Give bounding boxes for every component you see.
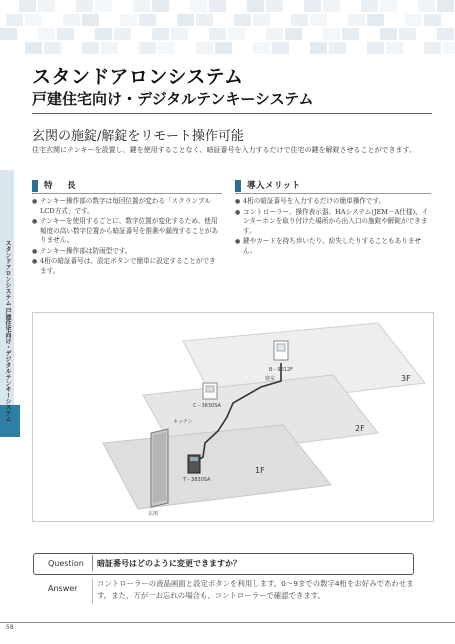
list-item: ● 鍵やカードを持ち歩いたり、紛失したりすることもありません。 [235, 237, 431, 256]
catchphrase: 玄関の施錠/解錠をリモート操作可能 [32, 129, 244, 144]
header-tile [38, 0, 55, 12]
answer-label: Answer [48, 584, 78, 593]
header-tile [209, 0, 226, 12]
keypad-screen-icon [190, 457, 198, 461]
header-tile [291, 14, 308, 26]
header-tile [323, 28, 340, 40]
header-tile [253, 42, 270, 54]
header-tile [152, 0, 169, 12]
merits-heading-label: 導入メリット [247, 181, 301, 191]
header-tile [266, 0, 283, 12]
header-tile [95, 28, 112, 40]
header-tile [342, 28, 359, 40]
header-tile [19, 0, 36, 12]
side-section-label: スタンドアロンシステム 戸建住宅向け・デジタルテンキーシステム [4, 240, 11, 423]
header-tile [196, 42, 213, 54]
features-heading-label: 特 長 [44, 181, 79, 191]
header-tile [443, 42, 455, 54]
header-tile [399, 28, 416, 40]
question-divider [92, 555, 93, 571]
list-item: ● 4桁の暗証番号を入力するだけの簡単操作です。 [235, 197, 431, 207]
header-tile [424, 42, 441, 54]
header-tile [114, 28, 131, 40]
header-tile [25, 42, 42, 54]
header-pattern [0, 0, 455, 56]
header-tile [82, 14, 99, 26]
list-item: ● テンキー操作部の数字は毎回位置が変わる「スクランブルLCD方式」です。 [32, 197, 222, 216]
header-tile [266, 28, 283, 40]
header-tile [63, 14, 80, 26]
header-tile [437, 0, 454, 12]
system-diagram [32, 312, 434, 522]
header-tile [120, 14, 137, 26]
header-tile [348, 14, 365, 26]
header-tile [424, 14, 441, 26]
header-tile [0, 28, 17, 40]
header-tile [285, 28, 302, 40]
heading-underline [235, 193, 431, 194]
header-tile [95, 0, 112, 12]
header-tile [310, 14, 327, 26]
heading-marker [32, 180, 38, 192]
question-label: Question [48, 559, 84, 568]
location-label-bedroom: 寝室 [265, 376, 276, 382]
header-tile [25, 14, 42, 26]
location-label-kitchen: キッチン [173, 419, 193, 425]
header-tile [234, 14, 251, 26]
header-tile [323, 0, 340, 12]
header-tile [139, 42, 156, 54]
header-tile [418, 0, 435, 12]
header-tile [76, 0, 93, 12]
answer-text: コントローラーの液晶画面と設定ボタンを利用します。0～9までの数字4桁をお好みであわせます。また、万が一お忘れの場合も、コントローラーで確認できます。 [97, 579, 414, 600]
features-heading [32, 180, 222, 192]
header-tile [158, 42, 175, 54]
controller-screen-icon [206, 386, 214, 392]
header-tile [272, 42, 289, 54]
header-tile [380, 0, 397, 12]
monitor-screen-icon [277, 344, 285, 351]
header-tile [228, 28, 245, 40]
floor-label-2f: 2F [355, 424, 365, 433]
header-tile [437, 28, 454, 40]
title-divider [32, 113, 432, 114]
intro-text: 住宅玄関にテンキーを設置し、鍵を使用することなく、暗証番号を入力するだけで住宅の鍵を解錠させることができます。 [32, 146, 416, 154]
device-label-c3830sa: C－3830SA [193, 403, 221, 409]
header-tile [6, 14, 23, 26]
floor-label-1f: 1F [255, 466, 265, 475]
page-title: スタンドアロンシステム [32, 66, 244, 88]
header-tile [405, 14, 422, 26]
header-tile [386, 42, 403, 54]
header-tile [310, 42, 327, 54]
header-tile [196, 14, 213, 26]
header-tile [361, 0, 378, 12]
header-tile [152, 28, 169, 40]
header-tile [190, 0, 207, 12]
header-tile [247, 0, 264, 12]
merits-heading [235, 180, 431, 192]
header-tile [215, 42, 232, 54]
page-number: 58 [6, 624, 14, 631]
header-tile [44, 42, 61, 54]
header-tile [304, 0, 321, 12]
list-item: ● テンキー操作部は防雨型です。 [32, 247, 222, 257]
list-item: ● 4桁の暗証番号は、設定ボタンで簡単に設定することができます。 [32, 257, 222, 276]
heading-underline [32, 193, 222, 194]
features-list [32, 197, 222, 277]
list-item: ● テンキーを使用するごとに、数字位置が変化するため、使用頻度の高い数字位置から暗証番号を推測や漏洩することがありません。 [32, 217, 222, 246]
location-label-entrance: 玄関 [148, 511, 159, 517]
header-tile [101, 42, 118, 54]
footer-rule [0, 622, 455, 623]
header-tile [367, 14, 384, 26]
header-tile [171, 28, 188, 40]
answer-divider [92, 578, 93, 604]
device-label-t3830sa: T－3830SA [183, 477, 211, 483]
header-tile [380, 28, 397, 40]
floor-label-3f: 3F [401, 374, 411, 383]
door-panel-icon [153, 432, 166, 503]
header-tile [329, 42, 346, 54]
header-tile [133, 0, 150, 12]
header-tile [82, 42, 99, 54]
device-label-b9612f: B－9612F [269, 367, 294, 373]
header-tile [38, 28, 55, 40]
header-tile [253, 14, 270, 26]
list-item: ● コントローラー、操作表示器、HAシステム(JEM－A仕様)、インターホンを取り付けた場所から出入口の施錠や解錠ができます。 [235, 208, 431, 237]
header-tile [177, 14, 194, 26]
header-tile [209, 28, 226, 40]
question-text: 暗証番号はどのように変更できますか？ [97, 559, 241, 568]
header-tile [57, 28, 74, 40]
merits-list [235, 197, 431, 257]
page-subtitle: 戸建住宅向け・デジタルテンキーシステム [32, 90, 314, 108]
header-tile [367, 42, 384, 54]
heading-marker [235, 180, 241, 192]
header-tile [139, 14, 156, 26]
